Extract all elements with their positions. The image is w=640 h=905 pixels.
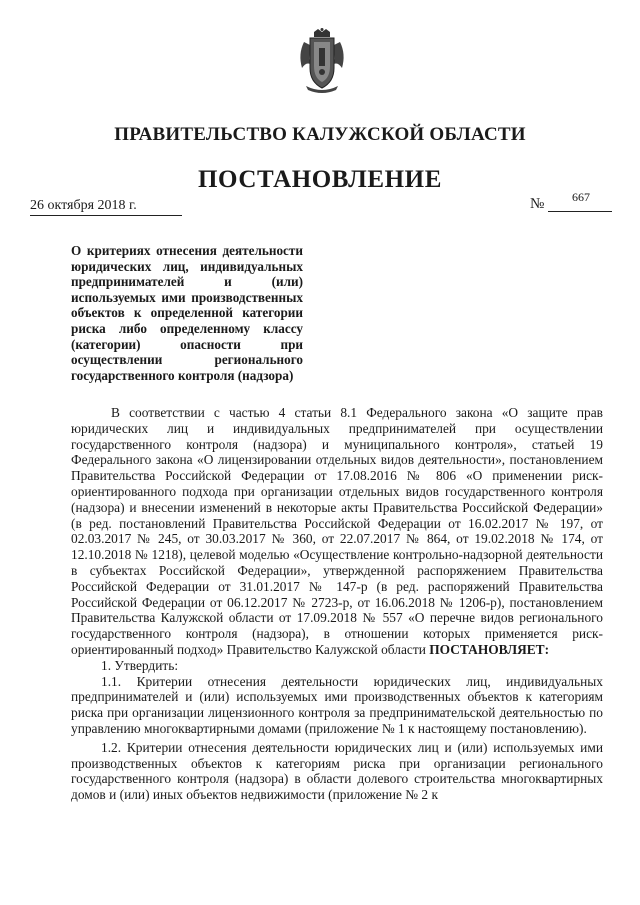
document-body [71,405,603,803]
clause-1-1: 1.1. Критерии отнесения деятельности юридических лиц, индивидуальных предпринимателей и (или) используемых ими производственных объектов к категориям риска при организации лицензионного контроля за предпринимательской деятельностью по управлению многоквартирными домами (приложение № 1 к настоящему постановлению). [71,673,603,736]
document-number: 667 [572,190,590,204]
document-number-field [530,192,630,214]
number-underline [548,211,612,212]
document-subject: О критериях отнесения деятельности юридических лиц, индивидуальных предпринимателей и (или) используемых ими производственных объектов к определенной категории риска либо определенному классу (категории) опасности при осуществлении регионального государственного контроля (надзора) [71,243,303,383]
preamble-paragraph [71,405,603,658]
number-sign: № [530,196,545,212]
preamble-text: В соответствии с частью 4 статьи 8.1 Федерального закона «О защите прав юридических лиц и индивидуальных предпринимателей при осуществлении государственного контроля (надзора) и муниципального контроля», статьей 19 Федерального закона «О лицензировании отдельных видов деятельности», постановлением Правительства Российской Федерации от 17.08.2016 № 806 «О применении риск-ориентированного подхода при организации отдельных видов государственного контроля (надзора) и внесении изменений в некоторые акты Правительства Российской Федерации» (в ред. постановлений Правительства Российской Федерации от 16.02.2017 № 197, от 02.03.2017 № 245, от 30.03.2017 № 360, от 22.07.2017 № 864, от 19.02.2018 № 174, от 12.10.2018 № 1218), целевой моделью «Осуществление контрольно-надзорной деятельности в субъектах Российской Федерации», утвержденной распоряжением Правительства Российской Федерации от 31.01.2017 № 147-р (в ред. распоряжений Правительства Российской Федерации от 06.12.2017 № 2723-р, от 16.06.2018 № 1206-р), постановлением Правительства Калужской области от 17.09.2018 № 557 «О перечне видов регионального государственного контроля (надзора), в отношении которых применяется риск-ориентированный подход» Правительство Калужской области [71,405,603,657]
coat-of-arms-emblem [296,28,348,94]
resolves-keyword: ПОСТАНОВЛЯЕТ: [429,641,550,657]
government-title: ПРАВИТЕЛЬСТВО КАЛУЖСКОЙ ОБЛАСТИ [114,124,526,145]
document-date: 26 октября 2018 г. [30,198,182,216]
document-type-title: ПОСТАНОВЛЕНИЕ [197,166,443,193]
clause-1: 1. Утвердить: [101,657,179,673]
clause-1-2: 1.2. Критерии отнесения деятельности юридических лиц и (или) используемых ими производственных объектов к категориям риска при организации регионального государственного контроля (надзора) в области долевого строительства многоквартирных домов и (или) иных объектов недвижимости (приложение № 2 к [71,739,603,803]
